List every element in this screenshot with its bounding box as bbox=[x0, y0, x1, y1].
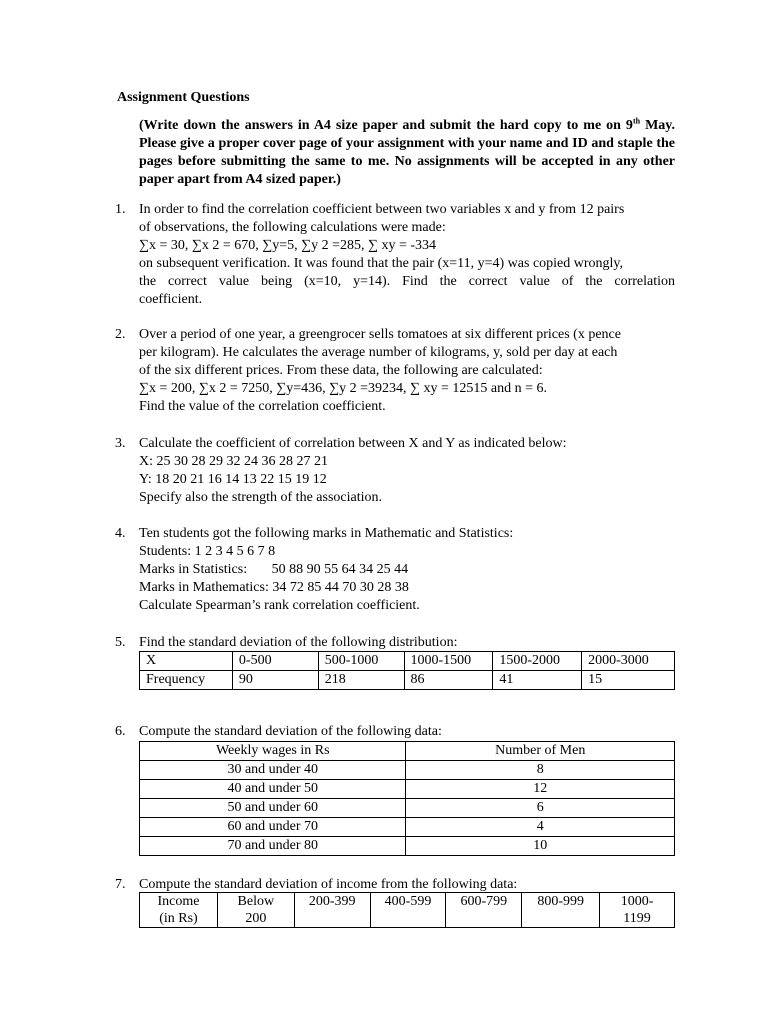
table-cell: 6 bbox=[406, 799, 675, 818]
question-formula-line: ∑x = 200, ∑x 2 = 7250, ∑y=436, ∑y 2 =39234, ∑ xy = 12515 and n = 6. bbox=[139, 381, 547, 396]
question-4 bbox=[115, 525, 675, 615]
table-cell: 90 bbox=[232, 671, 318, 690]
table-cell: 218 bbox=[318, 671, 404, 690]
question-data-line: Students: 1 2 3 4 5 6 7 8 bbox=[139, 544, 276, 559]
table-cell: 12 bbox=[406, 780, 675, 799]
table-cell: 40 and under 50 bbox=[140, 780, 406, 799]
table-row bbox=[140, 818, 675, 837]
question-text-line: on subsequent verification. It was found that the pair (x=11, y=4) was copied wrongly, bbox=[139, 256, 624, 271]
income-table bbox=[139, 892, 675, 928]
page-title: Assignment Questions bbox=[117, 90, 250, 105]
question-2 bbox=[115, 326, 675, 416]
table-cell: 10 bbox=[406, 837, 675, 856]
table-cell: 30 and under 40 bbox=[140, 761, 406, 780]
table-cell: 70 and under 80 bbox=[140, 837, 406, 856]
table-cell: 4 bbox=[406, 818, 675, 837]
question-text-line: Find the value of the correlation coefficient. bbox=[139, 399, 386, 414]
table-cell: 800-999 bbox=[522, 893, 600, 928]
instruction-line-1: (Write down the answers in A4 size paper and submit the hard copy to me on 9 bbox=[139, 118, 633, 133]
table-header-cell: Weekly wages in Rs bbox=[140, 742, 406, 761]
question-text-line: Calculate the coefficient of correlation between X and Y as indicated below: bbox=[139, 436, 567, 451]
table-cell: 1500-2000 bbox=[493, 652, 582, 671]
table-row bbox=[140, 799, 675, 818]
table-cell: 200-399 bbox=[294, 893, 370, 928]
table-cell: 1000-1500 bbox=[404, 652, 493, 671]
table-cell: 60 and under 70 bbox=[140, 818, 406, 837]
table-cell: 600-799 bbox=[446, 893, 522, 928]
wages-table bbox=[139, 741, 675, 856]
table-row bbox=[140, 893, 675, 928]
table-cell: 400-599 bbox=[370, 893, 446, 928]
question-text-line: Find the standard deviation of the following distribution: bbox=[139, 635, 458, 650]
question-data-line: X: 25 30 28 29 32 24 36 28 27 21 bbox=[139, 454, 328, 469]
question-text-line: of observations, the following calculations were made: bbox=[139, 220, 446, 235]
frequency-table bbox=[139, 651, 675, 690]
question-number: 3. bbox=[115, 436, 126, 451]
question-text-line: the correct value being (x=10, y=14). Find the correct value of the correlation bbox=[139, 274, 675, 289]
table-row bbox=[140, 837, 675, 856]
table-cell: 500-1000 bbox=[318, 652, 404, 671]
table-row bbox=[140, 761, 675, 780]
table-cell: 50 and under 60 bbox=[140, 799, 406, 818]
table-header-row bbox=[140, 742, 675, 761]
table-cell: 1000- 1199 bbox=[600, 893, 675, 928]
question-5 bbox=[115, 634, 675, 652]
question-text-line: In order to find the correlation coefficient between two variables x and y from 12 pairs bbox=[139, 202, 625, 217]
question-6 bbox=[115, 723, 675, 741]
table-cell: 2000-3000 bbox=[582, 652, 675, 671]
table-cell: Frequency bbox=[140, 671, 233, 690]
table-cell: 41 bbox=[493, 671, 582, 690]
table-cell: 86 bbox=[404, 671, 493, 690]
question-text-line: Calculate Spearman’s rank correlation coefficient. bbox=[139, 598, 420, 613]
question-1 bbox=[115, 201, 675, 309]
table-cell: 15 bbox=[582, 671, 675, 690]
question-data-line: Marks in Mathematics: 34 72 85 44 70 30 28 38 bbox=[139, 580, 409, 595]
table-cell: 0-500 bbox=[232, 652, 318, 671]
question-text-line: of the six different prices. From these data, the following are calculated: bbox=[139, 363, 543, 378]
question-number: 6. bbox=[115, 724, 126, 739]
table-cell: 8 bbox=[406, 761, 675, 780]
question-text-line: Compute the standard deviation of the following data: bbox=[139, 724, 442, 739]
table-cell: Below 200 bbox=[217, 893, 294, 928]
question-text-line: Compute the standard deviation of income from the following data: bbox=[139, 877, 518, 892]
table-cell: X bbox=[140, 652, 233, 671]
question-number: 1. bbox=[115, 202, 126, 217]
instruction-rest: May. Please give a proper cover page of your assignment with your name and ID and staple the pages before submitting the same to me. No assignments will be accepted in any other paper apart from A4 sized paper.) bbox=[139, 118, 676, 187]
table-header-cell: Number of Men bbox=[406, 742, 675, 761]
question-number: 5. bbox=[115, 635, 126, 650]
question-text-line: coefficient. bbox=[139, 292, 203, 307]
question-number: 2. bbox=[115, 327, 126, 342]
question-data-line: Marks in Statistics: 50 88 90 55 64 34 25 44 bbox=[139, 562, 409, 577]
question-text-line: Specify also the strength of the association. bbox=[139, 490, 382, 505]
question-text-line: Over a period of one year, a greengrocer sells tomatoes at six different prices (x pence bbox=[139, 327, 621, 342]
question-number: 4. bbox=[115, 526, 126, 541]
question-data-line: Y: 18 20 21 16 14 13 22 15 19 12 bbox=[139, 472, 327, 487]
table-row bbox=[140, 652, 675, 671]
instruction-note bbox=[139, 117, 675, 189]
table-row bbox=[140, 780, 675, 799]
question-3 bbox=[115, 435, 675, 507]
instruction-superscript: th bbox=[632, 116, 641, 126]
question-text-line: per kilogram). He calculates the average number of kilograms, y, sold per day at each bbox=[139, 345, 618, 360]
table-cell: Income (in Rs) bbox=[140, 893, 218, 928]
question-number: 7. bbox=[115, 877, 126, 892]
question-text-line: Ten students got the following marks in Mathematic and Statistics: bbox=[139, 526, 514, 541]
table-row bbox=[140, 671, 675, 690]
question-formula-line: ∑x = 30, ∑x 2 = 670, ∑y=5, ∑y 2 =285, ∑ xy = -334 bbox=[139, 238, 437, 253]
